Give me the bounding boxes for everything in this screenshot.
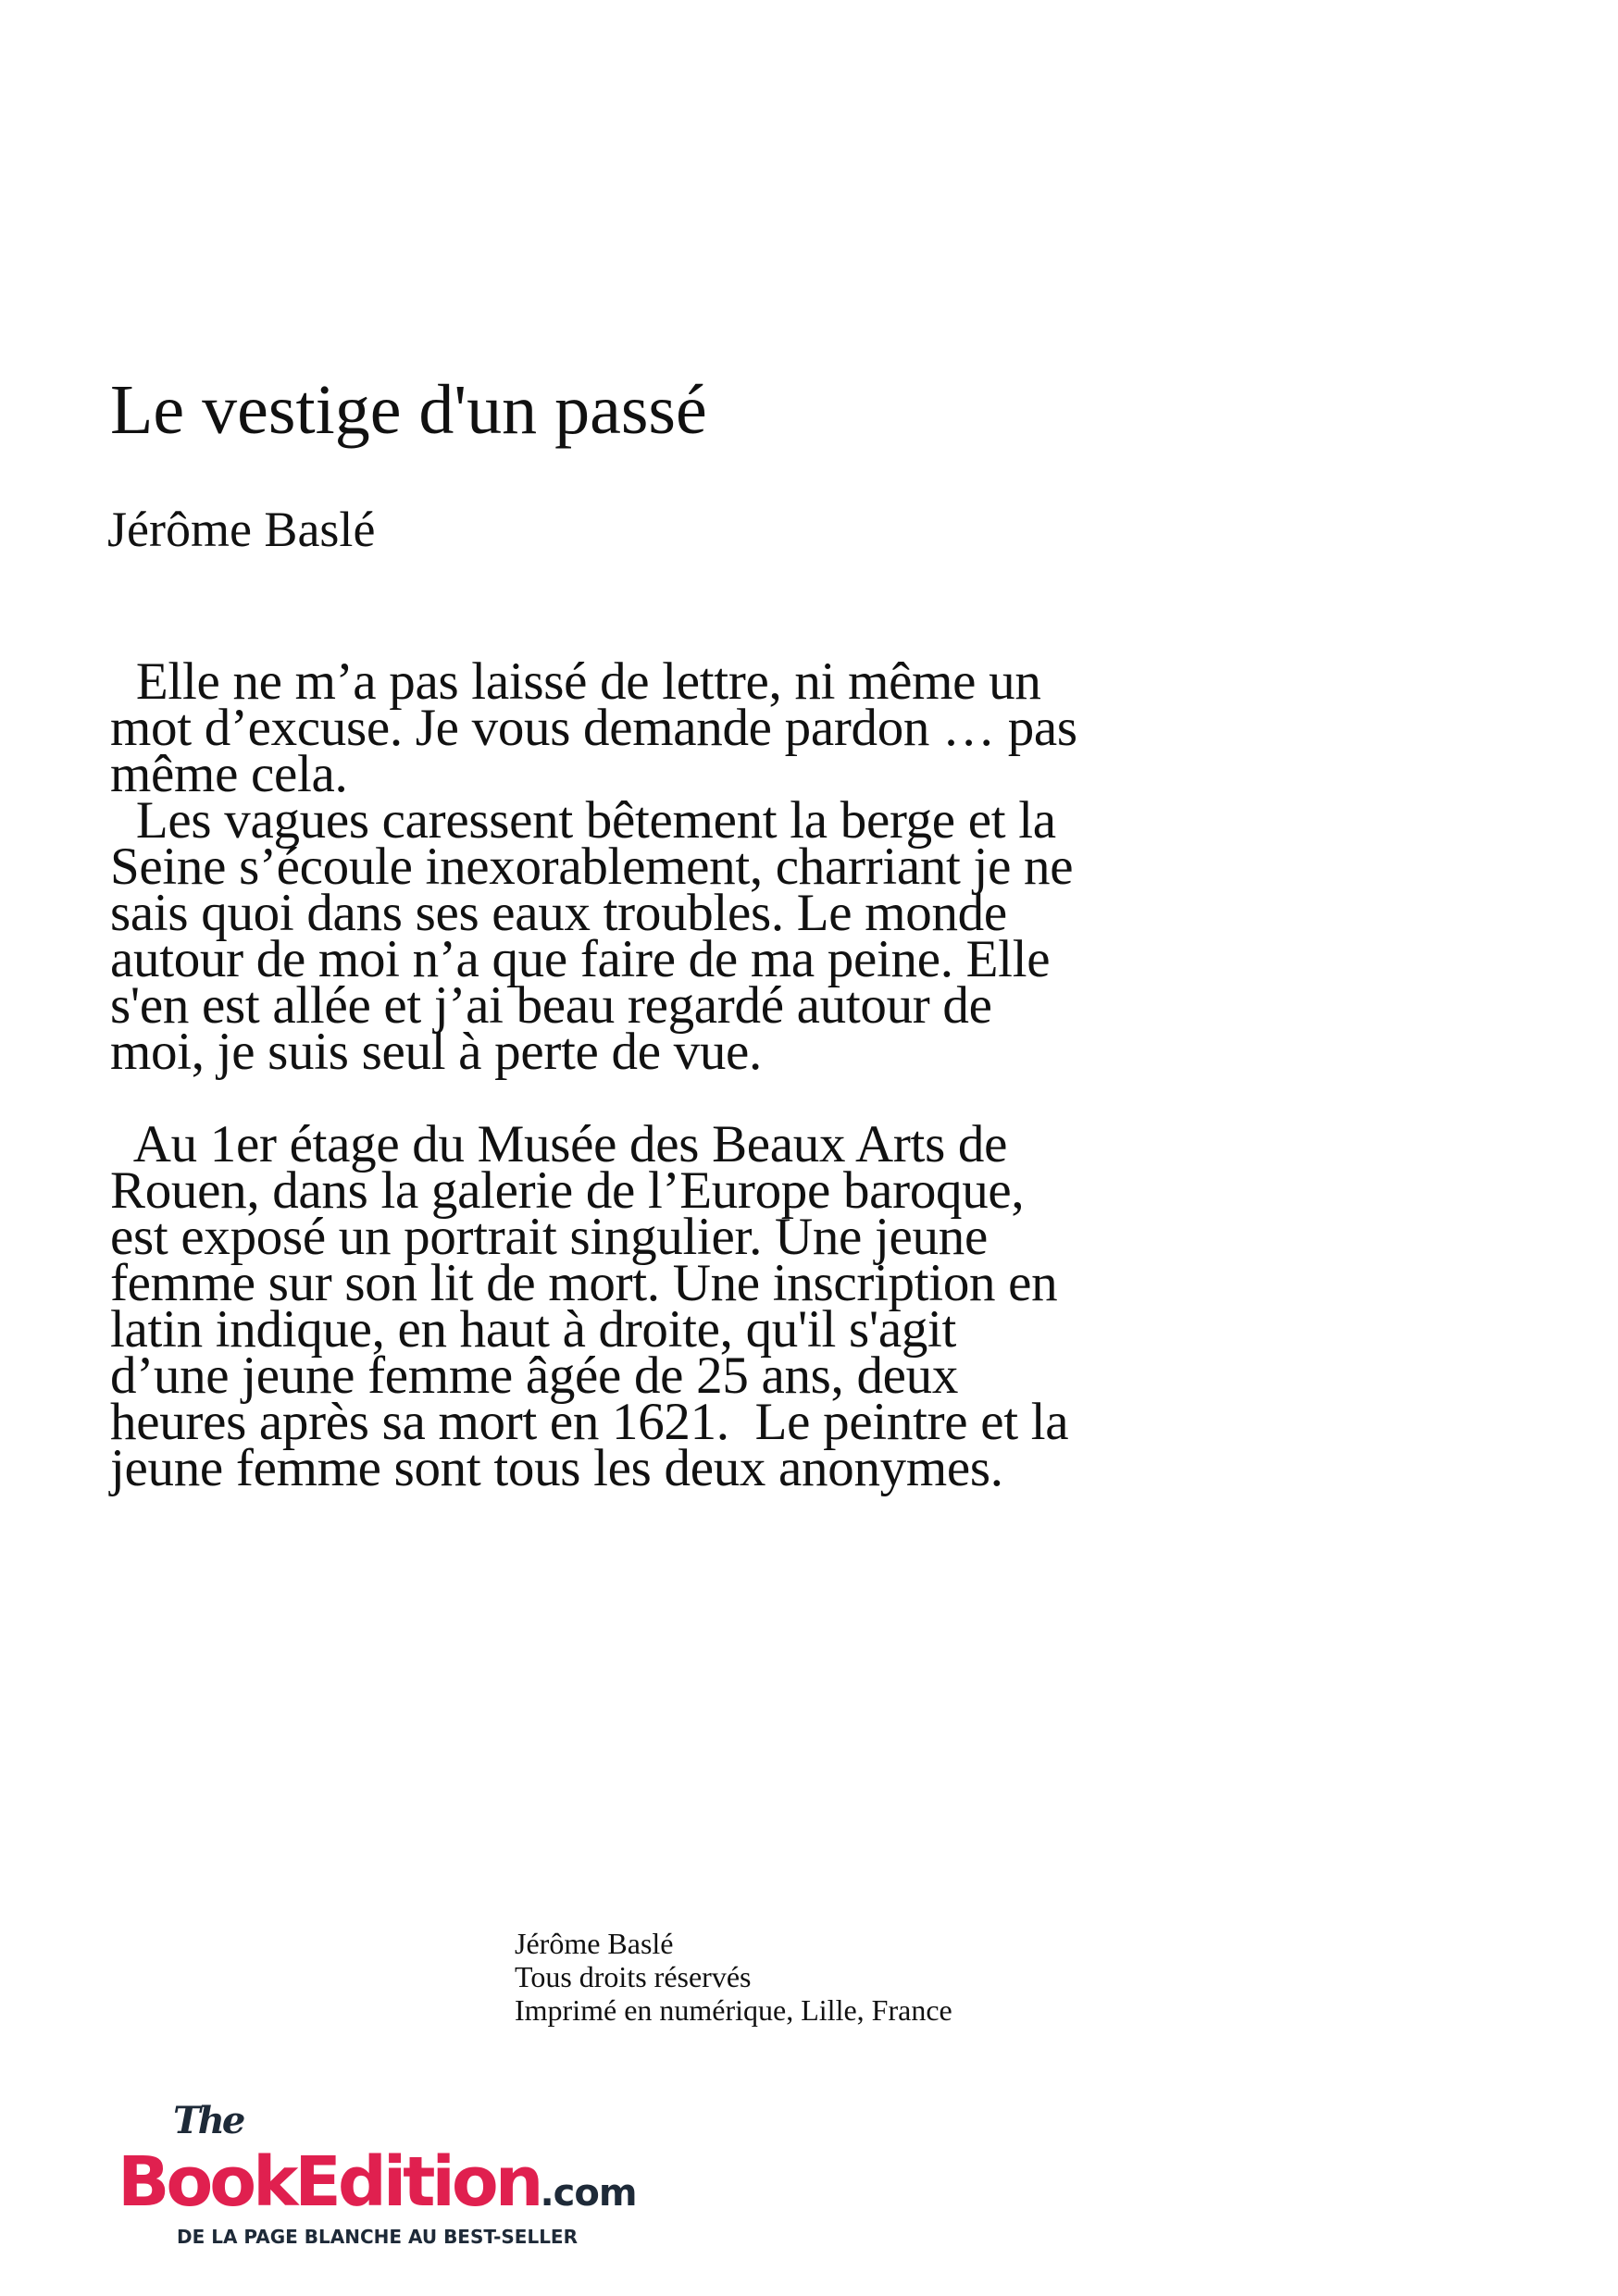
body-line: autour de moi n’a que faire de ma peine. Elle <box>110 930 1051 988</box>
body-line: moi, je suis seul à perte de vue. <box>110 1023 762 1081</box>
body-line: Elle ne m’a pas laissé de lettre, ni même un <box>110 652 1041 711</box>
logo-domain: .com <box>540 2172 637 2215</box>
body-text <box>110 652 1077 1497</box>
colophon <box>515 1927 952 2027</box>
body-line: mot d’excuse. Je vous demande pardon … pas <box>110 699 1077 757</box>
thebookedition-logo <box>118 2101 691 2258</box>
colophon-rights: Tous droits réservés <box>515 1960 752 1993</box>
body-line: d’une jeune femme âgée de 25 ans, deux <box>110 1347 959 1405</box>
body-line: s'en est allée et j’ai beau regardé autour de <box>110 976 992 1035</box>
body-line: même cela. <box>110 745 348 803</box>
body-line: Seine s’écoule inexorablement, charriant je ne <box>110 838 1074 896</box>
body-line: heures après sa mort en 1621. Le peintre et la <box>110 1393 1069 1451</box>
body-line: Rouen, dans la galerie de l’Europe baroque, <box>110 1161 1025 1220</box>
colophon-printed: Imprimé en numérique, Lille, France <box>515 1993 952 2027</box>
body-line: femme sur son lit de mort. Une inscription en <box>110 1254 1058 1312</box>
logo-brand-name: BookEdition <box>118 2142 541 2222</box>
logo-brand <box>118 2142 637 2222</box>
author-name: Jérôme Baslé <box>107 502 376 557</box>
body-line: Les vagues caressent bêtement la berge et la <box>110 791 1056 850</box>
body-line: Au 1er étage du Musée des Beaux Arts de <box>110 1115 1008 1173</box>
logo-tagline: DE LA PAGE BLANCHE AU BEST-SELLER <box>177 2226 578 2248</box>
body-line: sais quoi dans ses eaux troubles. Le monde <box>110 884 1007 942</box>
document-title: Le vestige d'un passé <box>110 371 707 449</box>
body-line: est exposé un portrait singulier. Une jeune <box>110 1208 988 1266</box>
logo-the: The <box>173 2099 243 2142</box>
colophon-author: Jérôme Baslé <box>515 1927 674 1960</box>
body-line: latin indique, en haut à droite, qu'il s'agit <box>110 1300 957 1359</box>
body-line: jeune femme sont tous les deux anonymes. <box>110 1439 1003 1497</box>
